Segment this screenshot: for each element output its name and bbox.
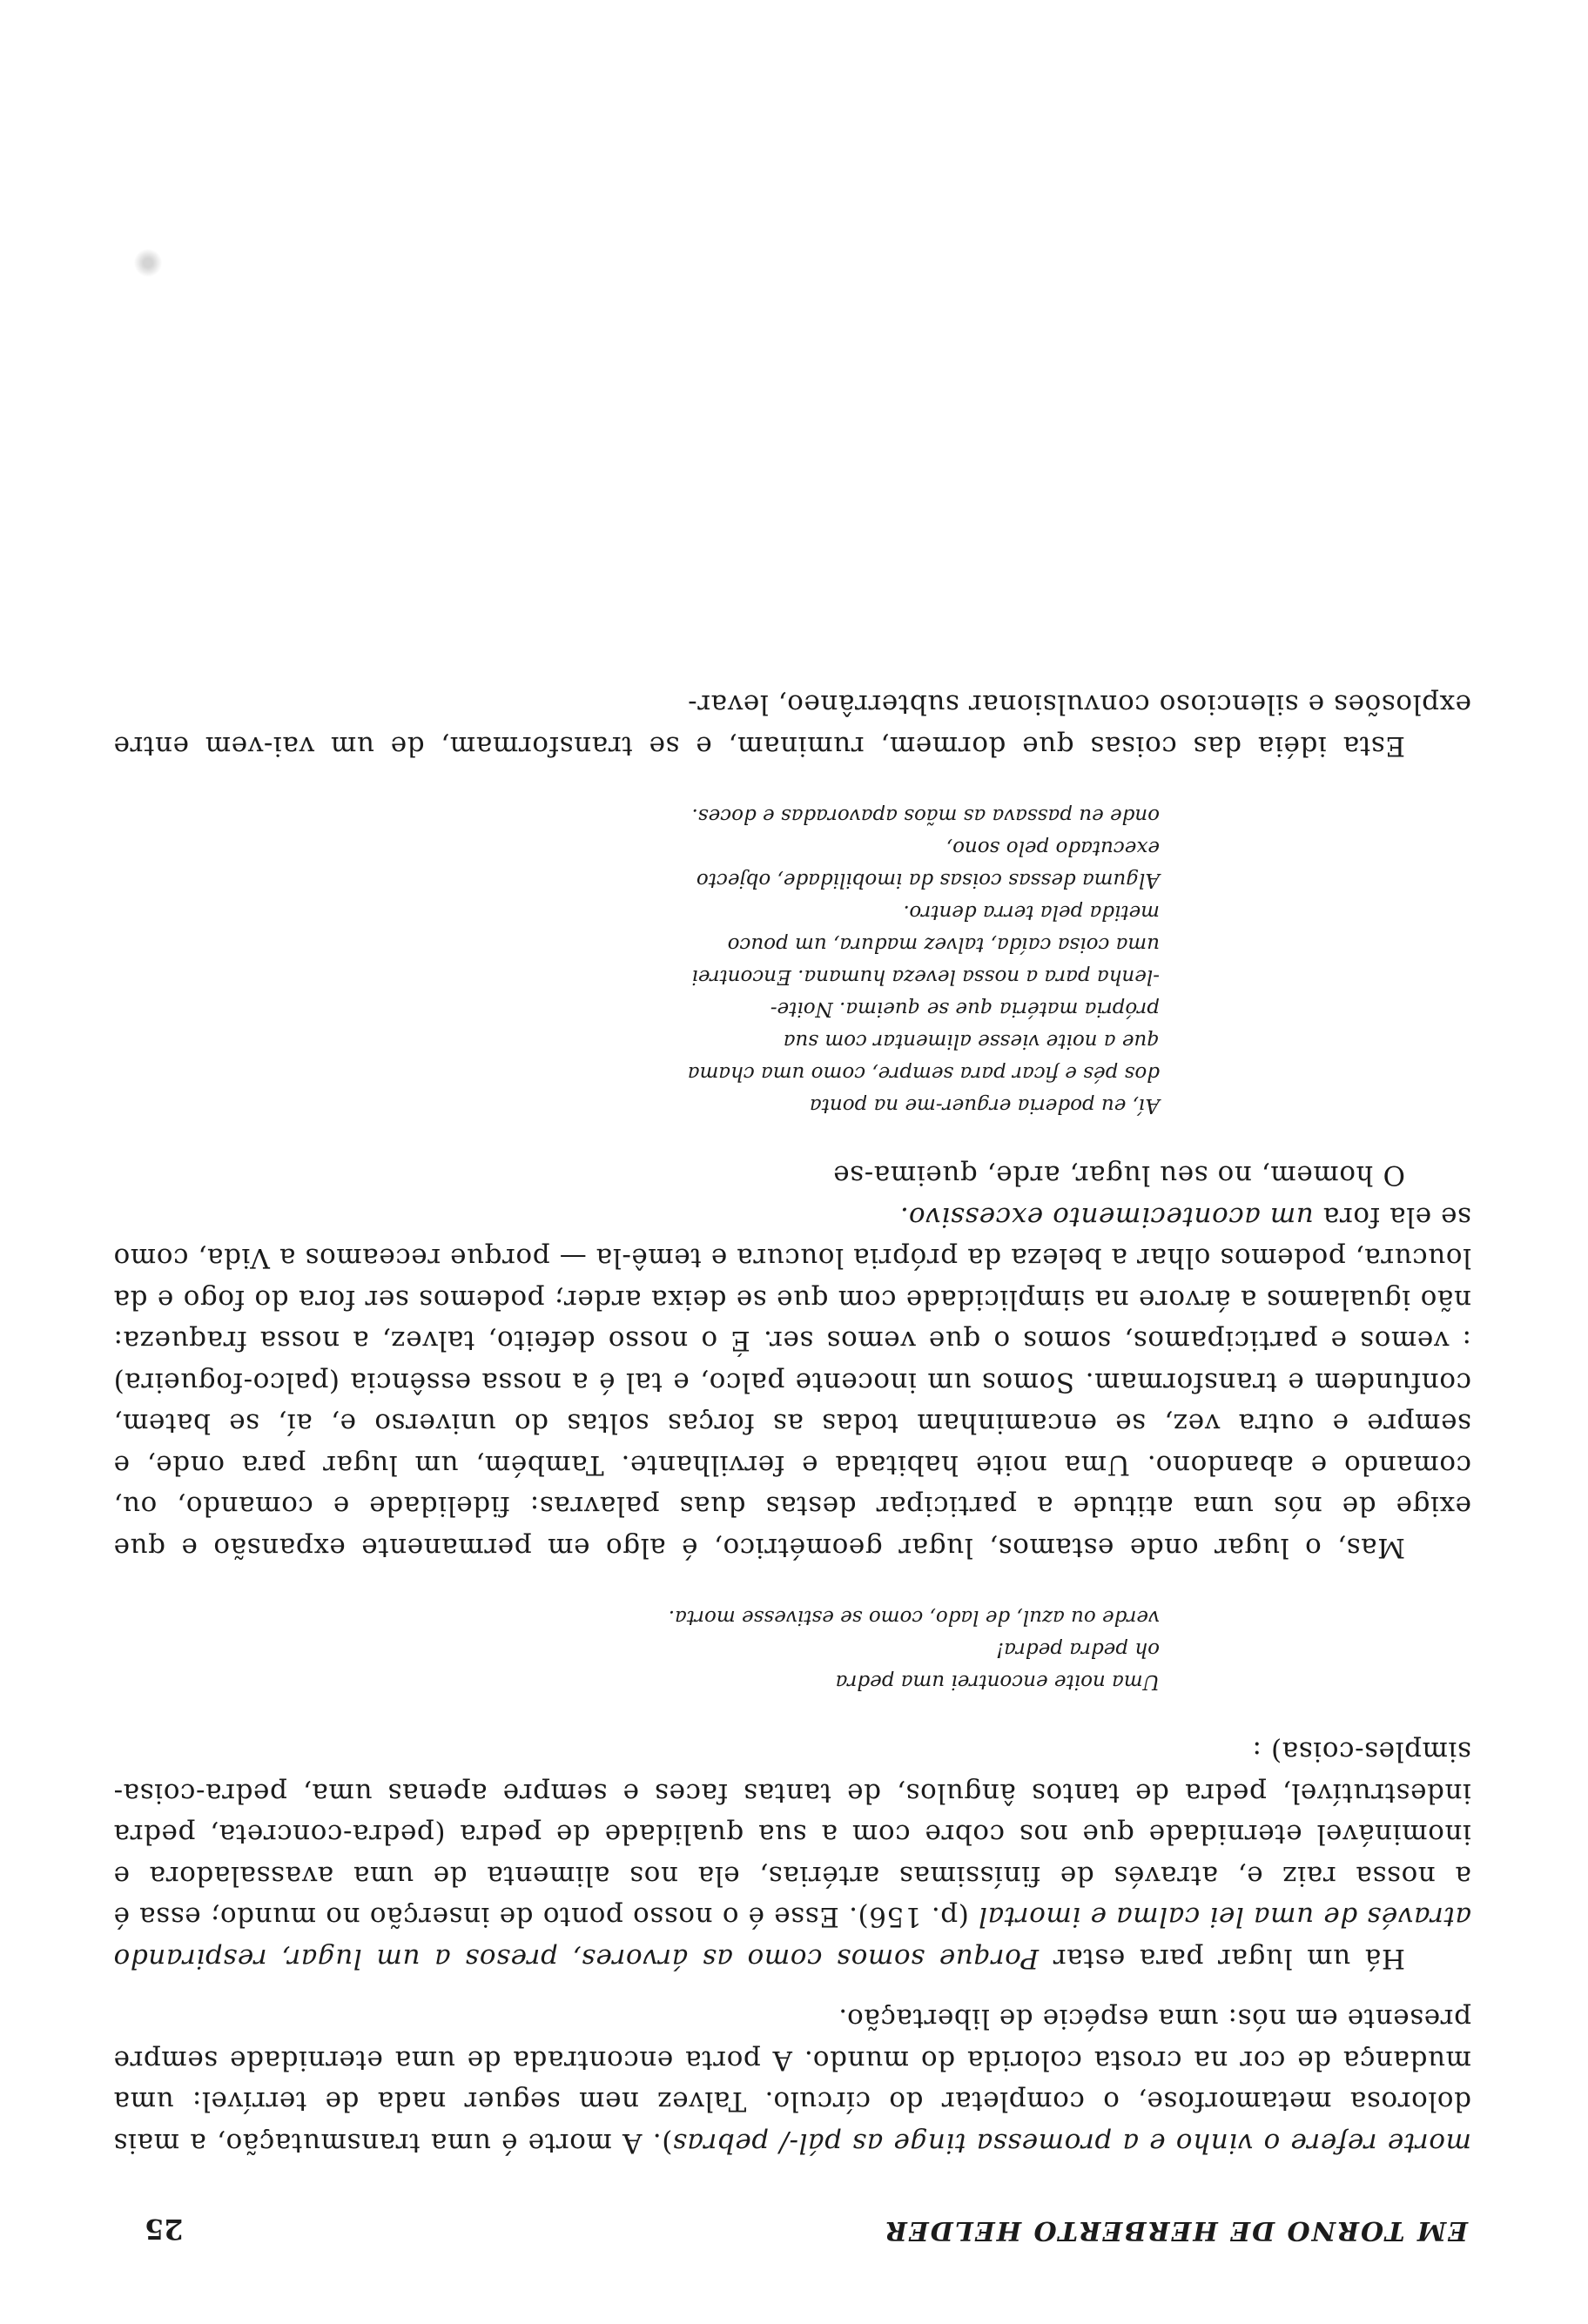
verse-line: metida pela terra dentro. xyxy=(903,901,1160,924)
verse-line: executado pelo sono, xyxy=(945,836,1160,859)
quoted-verse-fragment: Porque somos como as árvores, presos a um lugar, respirando através de uma lei calma e imortal xyxy=(113,1901,1471,1974)
verse-line: própria matéria que se queima. Noite- xyxy=(770,997,1160,1020)
verse-line: Aí, eu poderia erguer-me na ponta xyxy=(809,1094,1160,1117)
page-number: 25 xyxy=(145,2213,184,2246)
paragraph-text: O homem, no seu lugar, arde, queima-se xyxy=(832,1159,1405,1192)
paragraph-text: (p. 156). Esse é o nosso ponto de inserção no mundo; essa é a nossa raiz e, através de finíssimas artérias, ela nos alimenta de uma avassaladora e inominável eternidade que nos cobre com a sua qualidade de pedra (pedra-concreta, pedra indestrutível, pedra de tantos ângulos, de tantas faces e sempre apenas uma, pedra-coisa-simples-coisa) : xyxy=(113,1736,1471,1933)
quoted-verse-fragment: morte refere o vinho e a promessa tinge as pál-/ pebras xyxy=(672,2127,1471,2159)
italic-phrase: um acontecimento excessivo. xyxy=(899,1201,1314,1233)
paragraph-text: Esta idéia das coisas que dormem, ruminam, e se transformam, de um vai-vem entre explosões e silencioso convulsionar subterrâneo, levar- xyxy=(113,688,1471,762)
verse-line: -lenha para a nossa leveza humana. Encontrei xyxy=(691,965,1160,988)
body-text xyxy=(113,683,1471,2163)
verse-line: dos pés e ficar para sempre, como uma chama xyxy=(687,1062,1160,1085)
verse-line: oh pedra pedra! xyxy=(995,1638,1160,1661)
paragraph-stage xyxy=(113,1196,1471,1568)
running-head xyxy=(145,2193,1468,2246)
verse-line: Uma noite encontrei uma pedra xyxy=(835,1670,1160,1693)
paragraph-text: Há um lugar para estar xyxy=(1039,1943,1405,1974)
running-title: EM TORNO DE HERBERTO HELDER xyxy=(883,2215,1468,2246)
verse-quote-flame xyxy=(113,799,1160,1121)
paragraph-sleeping-things xyxy=(113,683,1471,766)
paragraph-man-burns xyxy=(113,1154,1471,1196)
verse-line: onde eu passava as mãos apavoradas e doces. xyxy=(691,804,1160,827)
paragraph-death xyxy=(113,1998,1471,2163)
verse-line: que a noite viesse alimentar com sua xyxy=(783,1030,1160,1052)
ink-speck xyxy=(131,247,165,279)
verse-line: Alguma dessas coisas da imobilidade, objecto xyxy=(696,869,1160,891)
verse-quote-stone xyxy=(113,1601,1160,1697)
paragraph-place xyxy=(113,1730,1471,1978)
paragraph-text: ). A morte é uma transmutação, a mais dolorosa metamorfose, o completar do círculo. Talvez nem seguer nada de terrível: uma mudança de cor na crosta colorida do mundo. A porta encontrada de uma eternidade sempre presente em nós: uma espécie de libertação. xyxy=(113,2003,1471,2159)
paragraph-text: Mas, o lugar onde estamos, lugar geométrico, é algo em permanente expansão e que exige de nós uma atitude a participar destas duas palavras: fidelidade e comando, ou, comando e abandono. Uma noite habitada e fervilhante. Também, um lugar para onde, e sempre e outra vez, se encaminham todas as forças soltas do universo e, aí, se batem, confundem e transformam. Somos um inocente palco, e tal é a nossa essência (palco-fogueira) : vemos e participamos, somos o que vemos ser. É o nosso defeito, talvez, a nossa fraqueza: não igualamos a árvore na simplicidade com que se deixa arder; podemos ser fora do fogo e da loucura, podemos olhar a beleza da própria loucura e temê-la — porque receamos a Vida, como se ela fora xyxy=(113,1201,1471,1563)
verse-line: uma coisa caída, talvez madura, um pouco xyxy=(727,933,1160,956)
verse-line: verde ou azul, de lado, como se estivesse morta. xyxy=(668,1606,1160,1629)
